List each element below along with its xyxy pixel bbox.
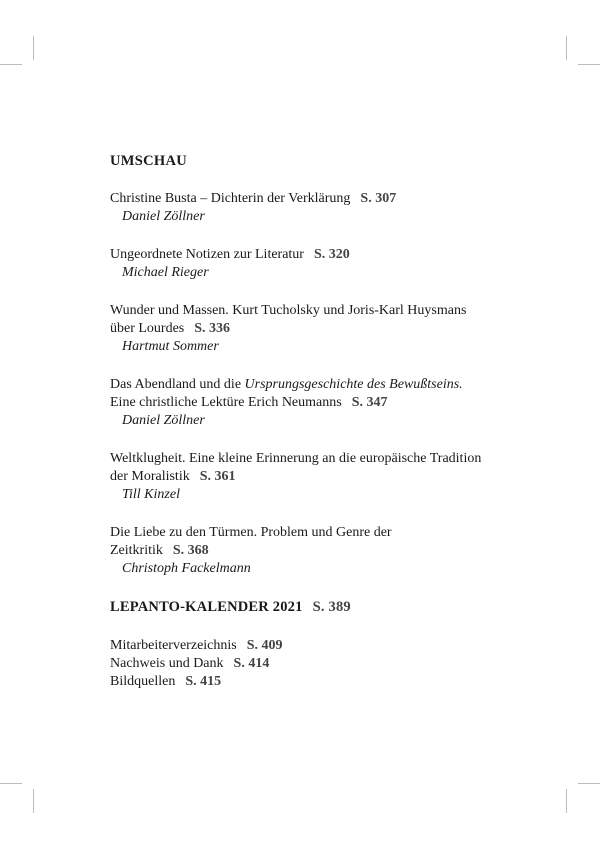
back-matter-item[interactable] <box>110 655 510 673</box>
crop-mark <box>0 64 22 65</box>
page-number: S. 361 <box>199 469 236 484</box>
back-matter-label: Mitarbeiterverzeichnis <box>110 638 237 653</box>
lepanto-label: LEPANTO-KALENDER 2021 <box>110 599 303 615</box>
toc-entry[interactable] <box>110 302 510 356</box>
page-number: S. 409 <box>246 638 283 653</box>
crop-mark <box>33 789 34 813</box>
page-number: S. 320 <box>313 247 350 262</box>
entry-title: Christine Busta – Dichterin der Verklärung <box>110 191 351 206</box>
crop-mark <box>0 783 22 784</box>
page-number: S. 347 <box>351 395 388 410</box>
crop-mark <box>578 64 600 65</box>
entry-title-continued: über Lourdes <box>110 321 185 336</box>
page-number: S. 415 <box>185 674 222 689</box>
toc-entry[interactable] <box>110 376 510 430</box>
page-number: S. 414 <box>233 656 270 671</box>
entry-author: Till Kinzel <box>122 487 180 502</box>
entry-author: Daniel Zöllner <box>122 209 205 224</box>
entry-title-continued: der Moralistik <box>110 469 190 484</box>
entry-author: Michael Rieger <box>122 265 209 280</box>
entry-title-continued: Zeitkritik <box>110 543 163 558</box>
toc-entry[interactable] <box>110 190 510 226</box>
table-of-contents <box>110 152 510 691</box>
toc-entry[interactable] <box>110 450 510 504</box>
page-number: S. 368 <box>172 543 209 558</box>
crop-mark <box>566 789 567 813</box>
entry-author: Hartmut Sommer <box>122 339 219 354</box>
entry-title-continued: Eine christliche Lektüre Erich Neumanns <box>110 395 342 410</box>
entry-author: Christoph Fackelmann <box>122 561 251 576</box>
toc-entry[interactable] <box>110 246 510 282</box>
entry-author: Daniel Zöllner <box>122 413 205 428</box>
entry-title: Die Liebe zu den Türmen. Problem und Genre der <box>110 525 392 540</box>
entry-title-italic: Ursprungsgeschichte des Bewußtseins. <box>244 377 463 392</box>
page-number: S. 307 <box>360 191 397 206</box>
back-matter-label: Bildquellen <box>110 674 176 689</box>
entry-title: Weltklugheit. Eine kleine Erinnerung an die europäische Tradition <box>110 451 482 466</box>
back-matter-label: Nachweis und Dank <box>110 656 224 671</box>
back-matter-item[interactable] <box>110 673 510 691</box>
section-heading: UMSCHAU <box>110 153 188 169</box>
toc-entry[interactable] <box>110 524 510 578</box>
lepanto-calendar-entry[interactable] <box>110 598 510 616</box>
back-matter-item[interactable] <box>110 637 510 655</box>
entry-title: Das Abendland und die <box>110 377 245 392</box>
entry-title: Ungeordnete Notizen zur Literatur <box>110 247 304 262</box>
crop-mark <box>33 36 34 60</box>
crop-mark <box>566 36 567 60</box>
page-number: S. 336 <box>194 321 231 336</box>
entry-title: Wunder und Massen. Kurt Tucholsky und Joris-Karl Huysmans <box>110 303 467 318</box>
page-number: S. 389 <box>312 599 351 615</box>
back-matter-list <box>110 637 510 691</box>
crop-mark <box>578 783 600 784</box>
